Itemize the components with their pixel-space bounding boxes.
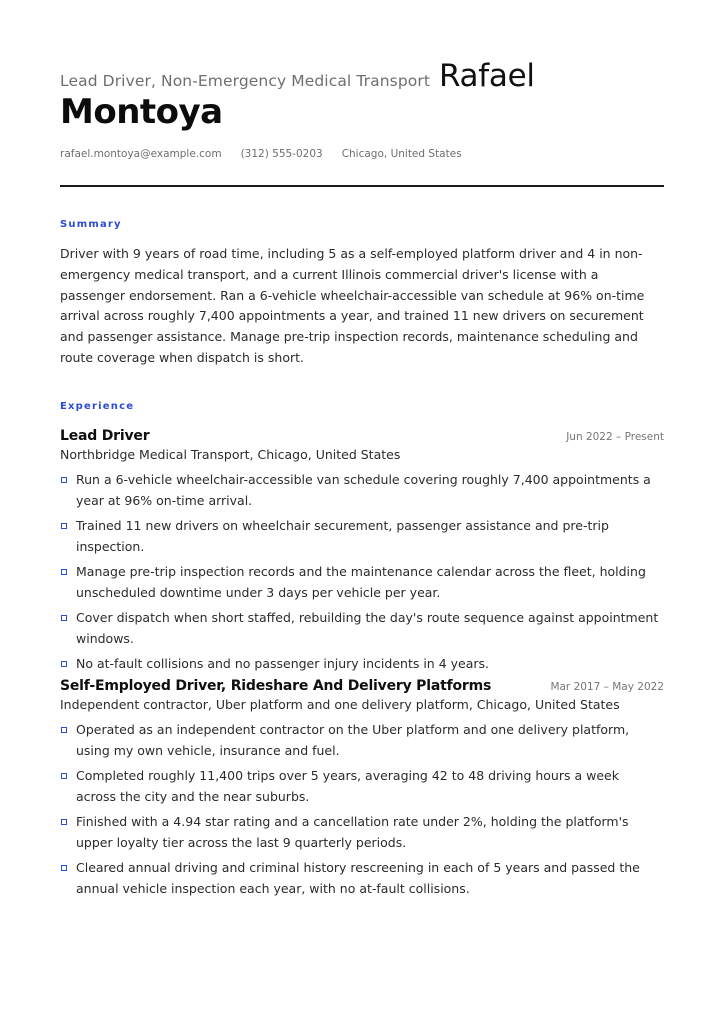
location: Chicago, United States [341,148,462,160]
job-header [60,428,664,444]
bullet-text: Cover dispatch when short staffed, rebuilding the day's route sequence against appointment windows. [76,610,659,646]
job-entry [60,678,664,904]
bullet-square-icon [61,865,67,871]
job-bullets [60,720,664,899]
bullet-text: Trained 11 new drivers on wheelchair securement, passenger assistance and pre-trip inspection. [76,518,609,554]
email-address[interactable]: rafael.montoya@example.com [60,148,222,160]
job-role-title: Lead Driver, Non-Emergency Medical Transport [60,72,430,90]
bullet-item [60,720,662,761]
job-dates: Mar 2017 – May 2022 [550,681,664,693]
bullet-square-icon [61,661,67,667]
bullet-square-icon [61,819,67,825]
bullet-item [60,608,662,649]
job-organization: Northbridge Medical Transport, Chicago, United States [60,447,401,462]
last-name: Montoya [60,92,223,132]
job-entry [60,428,664,680]
bullet-square-icon [61,569,67,575]
bullet-square-icon [61,773,67,779]
bullet-item [60,516,662,557]
job-title: Self-Employed Driver, Rideshare And Delivery Platforms [60,678,492,694]
bullet-item [60,766,662,807]
contact-line [60,148,664,160]
first-name: Rafael [439,58,535,94]
header-divider [60,185,664,187]
bullet-square-icon [61,727,67,733]
bullet-text: Manage pre-trip inspection records and the maintenance calendar across the fleet, holding unscheduled downtime under 3 days per vehicle per year. [76,564,646,600]
bullet-square-icon [61,615,67,621]
bullet-text: Cleared annual driving and criminal history rescreening in each of 5 years and passed the annual vehicle inspection each year, with no at-fault collisions. [76,860,640,896]
job-title: Lead Driver [60,428,150,444]
bullet-square-icon [61,477,67,483]
bullet-text: Operated as an independent contractor on the Uber platform and one delivery platform, using my own vehicle, insurance and fuel. [76,722,630,758]
title-line [60,58,664,94]
bullet-text: No at-fault collisions and no passenger injury incidents in 4 years. [76,656,490,671]
experience-heading: Experience [60,401,135,412]
bullet-item [60,470,662,511]
summary-text: Driver with 9 years of road time, including 5 as a self-employed platform driver and 4 in non-emergency medical transport, and a current Illinois commercial driver's license with a passenger endorsement. Ran a 6-vehicle wheelchair-accessible van schedule at 96% on-time arrival across roughly 7,400 appointments a year, and trained 11 new drivers on securement and passenger assistance. Manage pre-trip inspection records, maintenance scheduling and route coverage when dispatch is short. [60,246,645,365]
job-header [60,678,664,694]
job-bullets [60,470,664,675]
job-dates: Jun 2022 – Present [566,431,664,443]
phone-number: (312) 555-0203 [240,148,323,160]
bullet-text: Run a 6-vehicle wheelchair-accessible van schedule covering roughly 7,400 appointments a year at 96% on-time arrival. [76,472,651,508]
bullet-square-icon [61,523,67,529]
bullet-item [60,562,662,603]
resume-header [60,58,664,160]
bullet-text: Finished with a 4.94 star rating and a cancellation rate under 2%, holding the platform's upper loyalty tier across the last 9 quarterly periods. [76,814,629,850]
bullet-item [60,812,662,853]
summary-heading: Summary [60,219,122,230]
job-organization: Independent contractor, Uber platform and one delivery platform, Chicago, United States [60,697,620,712]
bullet-item [60,654,662,675]
bullet-text: Completed roughly 11,400 trips over 5 years, averaging 42 to 48 driving hours a week across the city and the near suburbs. [76,768,619,804]
bullet-item [60,858,662,899]
